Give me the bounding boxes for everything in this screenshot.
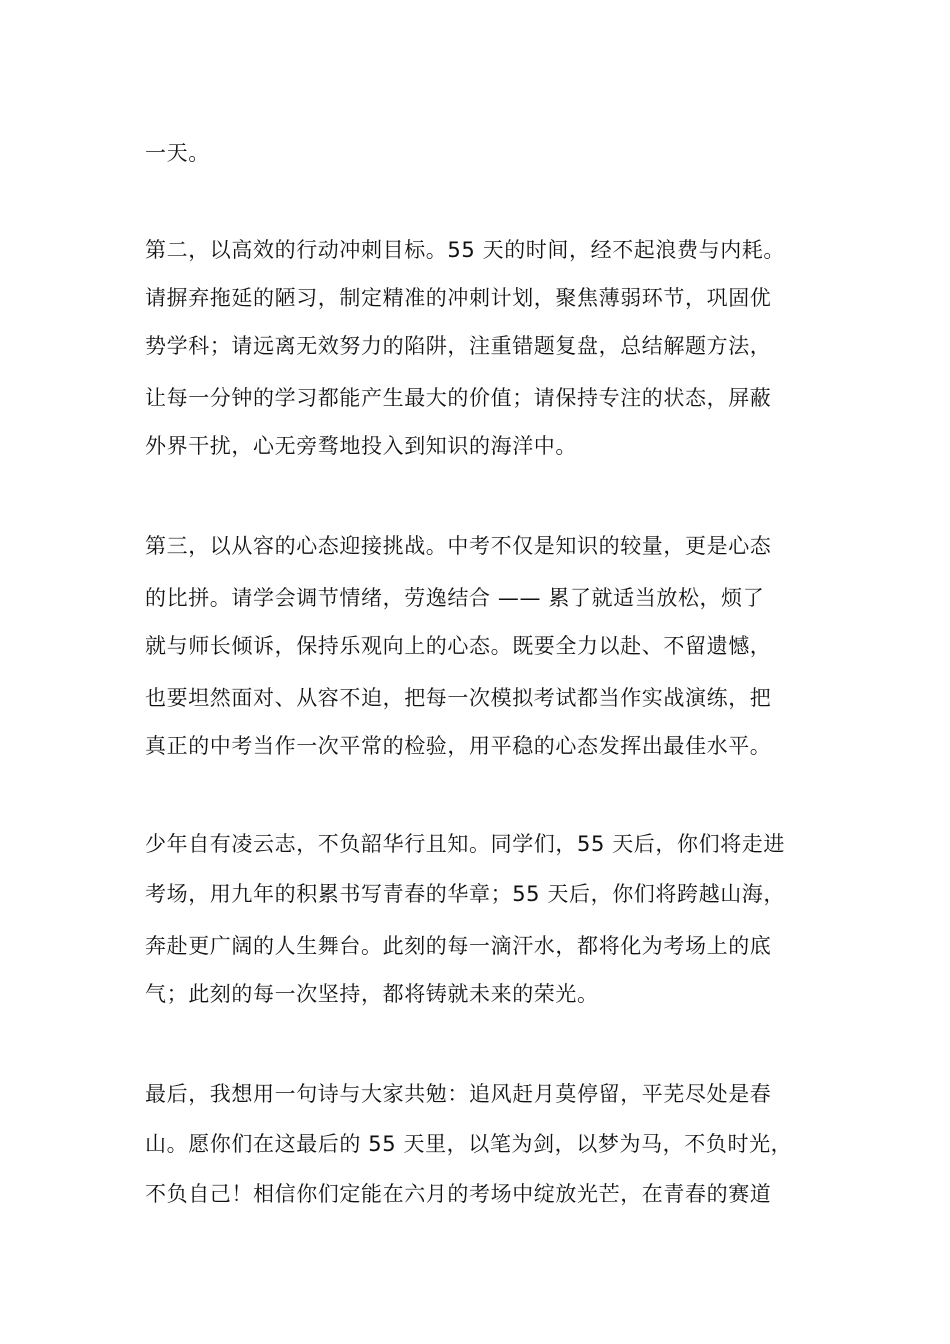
text-line-10: 也要坦然面对、从容不迫，把每一次模拟考试都当作实战演练，把 xyxy=(145,686,772,710)
text-line-12: 少年自有凌云志，不负韶华行且知。同学们，55 天后，你们将走进 xyxy=(145,832,785,856)
text-line-17: 山。愿你们在这最后的 55 天里，以笔为剑，以梦为马，不负时光， xyxy=(145,1132,793,1156)
text-line-14: 奔赴更广阔的人生舞台。此刻的每一滴汗水，都将化为考场上的底 xyxy=(145,934,772,958)
text-line-5: 让每一分钟的学习都能产生最大的价值；请保持专注的状态，屏蔽 xyxy=(145,386,772,410)
text-line-11: 真正的中考当作一次平常的检验，用平稳的心态发挥出最佳水平。 xyxy=(145,734,772,758)
text-line-9: 就与师长倾诉，保持乐观向上的心态。既要全力以赴、不留遗憾， xyxy=(145,634,772,658)
text-line-7: 第三，以从容的心态迎接挑战。中考不仅是知识的较量，更是心态 xyxy=(145,534,772,558)
text-line-16: 最后，我想用一句诗与大家共勉：追风赶月莫停留，平芜尽处是春 xyxy=(145,1082,772,1106)
text-line-13: 考场，用九年的积累书写青春的华章；55 天后，你们将跨越山海， xyxy=(145,882,785,906)
text-line-18: 不负自己！相信你们定能在六月的考场中绽放光芒，在青春的赛道 xyxy=(145,1182,772,1206)
text-line-15: 气；此刻的每一次坚持，都将铸就未来的荣光。 xyxy=(145,982,599,1006)
text-line-1: 一天。 xyxy=(145,141,210,165)
text-line-3: 请摒弃拖延的陋习，制定精准的冲刺计划，聚焦薄弱环节，巩固优 xyxy=(145,286,772,310)
text-line-2: 第二，以高效的行动冲刺目标。55 天的时间，经不起浪费与内耗。 xyxy=(145,238,785,262)
text-line-8: 的比拼。请学会调节情绪，劳逸结合 —— 累了就适当放松，烦了 xyxy=(145,586,765,610)
text-line-4: 势学科；请远离无效努力的陷阱，注重错题复盘，总结解题方法， xyxy=(145,334,772,358)
text-line-6: 外界干扰，心无旁骛地投入到知识的海洋中。 xyxy=(145,434,577,458)
